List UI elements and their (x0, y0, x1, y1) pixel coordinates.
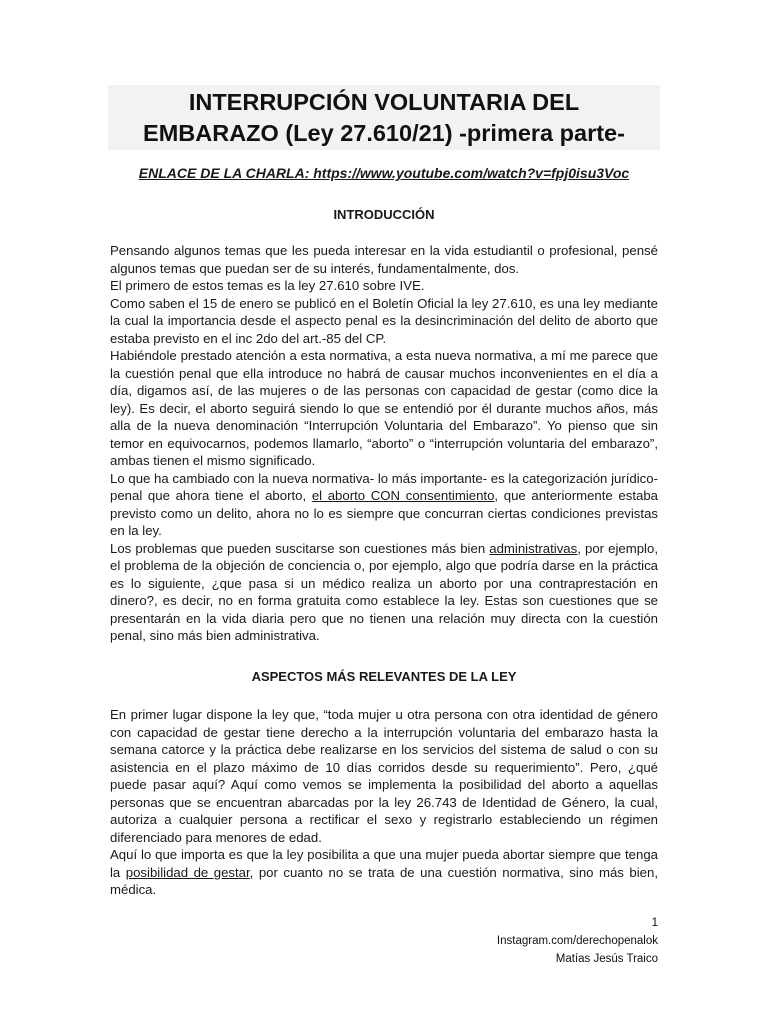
title-line-2: EMBARAZO (Ley 27.610/21) -primera parte- (143, 120, 625, 146)
underlined-text: administrativas (489, 540, 578, 556)
paragraph (110, 540, 658, 645)
instagram-handle: Instagram.com/derechopenalok (496, 935, 658, 947)
author-name: Matías Jesús Traico (555, 953, 658, 965)
section-heading-aspectos: ASPECTOS MÁS RELEVANTES DE LA LEY (251, 669, 517, 684)
paragraph: Habiéndole prestado atención a esta normativa, a esta nueva normativa, a mí me parece que la cuestión penal que ella introduce no habrá de causar muchos inconvenientes en el día a día, digamos así, de las mujeres o de las personas con capacidad de gestar (como dice la ley). Es decir, el aborto seguirá siendo lo que se entendió por él durante muchos años, más alla de la nueva denominación “Interrupción Voluntaria del Embarazo”. Yo pienso que sin temor en equivocarnos, podemos llamarlo, “aborto” o “interrupción voluntaria del embarazo”, ambas tienen el mismo significado. (110, 348, 658, 468)
page-footer (497, 914, 658, 968)
paragraph: El primero de estos temas es la ley 27.610 sobre IVE. (110, 278, 425, 293)
paragraph: En primer lugar dispone la ley que, “toda mujer u otra persona con otra identidad de género con capacidad de gestar tiene derecho a la interrupción voluntaria del embarazo hasta la semana catorce y la práctica debe realizarse en los servicios del sistema de salud o con su asistencia en el plazo máximo de 10 días corridos desde su requerimiento”. Pero, ¿qué puede pasar aquí? Aquí como vemos se implementa la posibilidad del aborto a aquellas personas que se encuentran abarcadas por la ley 26.743 de Identidad de Género, la cual, autoriza a cualquier persona a rectificar el sexo y registrarlo estableciendo un régimen diferenciado para menores de edad. (110, 707, 658, 845)
talk-link[interactable]: ENLACE DE LA CHARLA: https://www.youtube.com/watch?v=fpj0isu3Voc (138, 165, 630, 181)
title-line-1: INTERRUPCIÓN VOLUNTARIA DEL (188, 89, 580, 115)
text-run: , que anteriormente estaba previsto como un delito, ahora no lo es siempre que concurran ciertas condiciones previstas en la ley. (110, 488, 658, 538)
paragraph (110, 846, 658, 899)
text-run: Los problemas que pueden suscitarse son cuestiones más bien (110, 540, 490, 556)
page-number: 1 (651, 917, 658, 929)
section-body-aspectos (110, 706, 658, 899)
document-title (108, 85, 660, 149)
section-heading-introduccion: INTRODUCCIÓN (333, 207, 435, 222)
title-box (108, 85, 660, 150)
text-run: , por ejemplo, el problema de la objeción de conciencia o, por ejemplo, algo que podría darse en la práctica es lo siguiente, ¿que pasa si un médico realiza un aborto por una contraprestación en dinero?, es decir, no en forma gratuita como establece la ley. Estas son cuestiones que se presentarán en la vida diaria pero que no tienen una relación muy directa con la cuestión penal, sino más bien administrativa. (110, 540, 658, 643)
section-body-introduccion (110, 242, 658, 645)
paragraph: Pensando algunos temas que les pueda interesar en la vida estudiantil o profesional, pensé algunos temas que puedan ser de su interés, fundamentalmente, dos. (110, 243, 658, 276)
paragraph: Como saben el 15 de enero se publicó en el Boletín Oficial la ley 27.610, es una ley mediante la cual la importancia desde el aspecto penal es la desincriminación del delito de aborto que estaba previsto en el inc 2do del art.-85 del CP. (110, 295, 658, 346)
text-run: Aquí lo que importa es que la ley posibilita a que una mujer pueda abortar siempre que tenga la (110, 847, 658, 880)
text-run: Lo que ha cambiado con la nueva normativa- lo más importante- es la categorización jurídico-penal que ahora tiene el aborto, (110, 470, 658, 503)
text-run: , por cuanto no se trata de una cuestión normativa, sino más bien, médica. (110, 864, 658, 897)
underlined-text: el aborto CON consentimiento (311, 488, 495, 503)
underlined-text: posibilidad de gestar (125, 864, 250, 880)
paragraph (110, 470, 658, 540)
